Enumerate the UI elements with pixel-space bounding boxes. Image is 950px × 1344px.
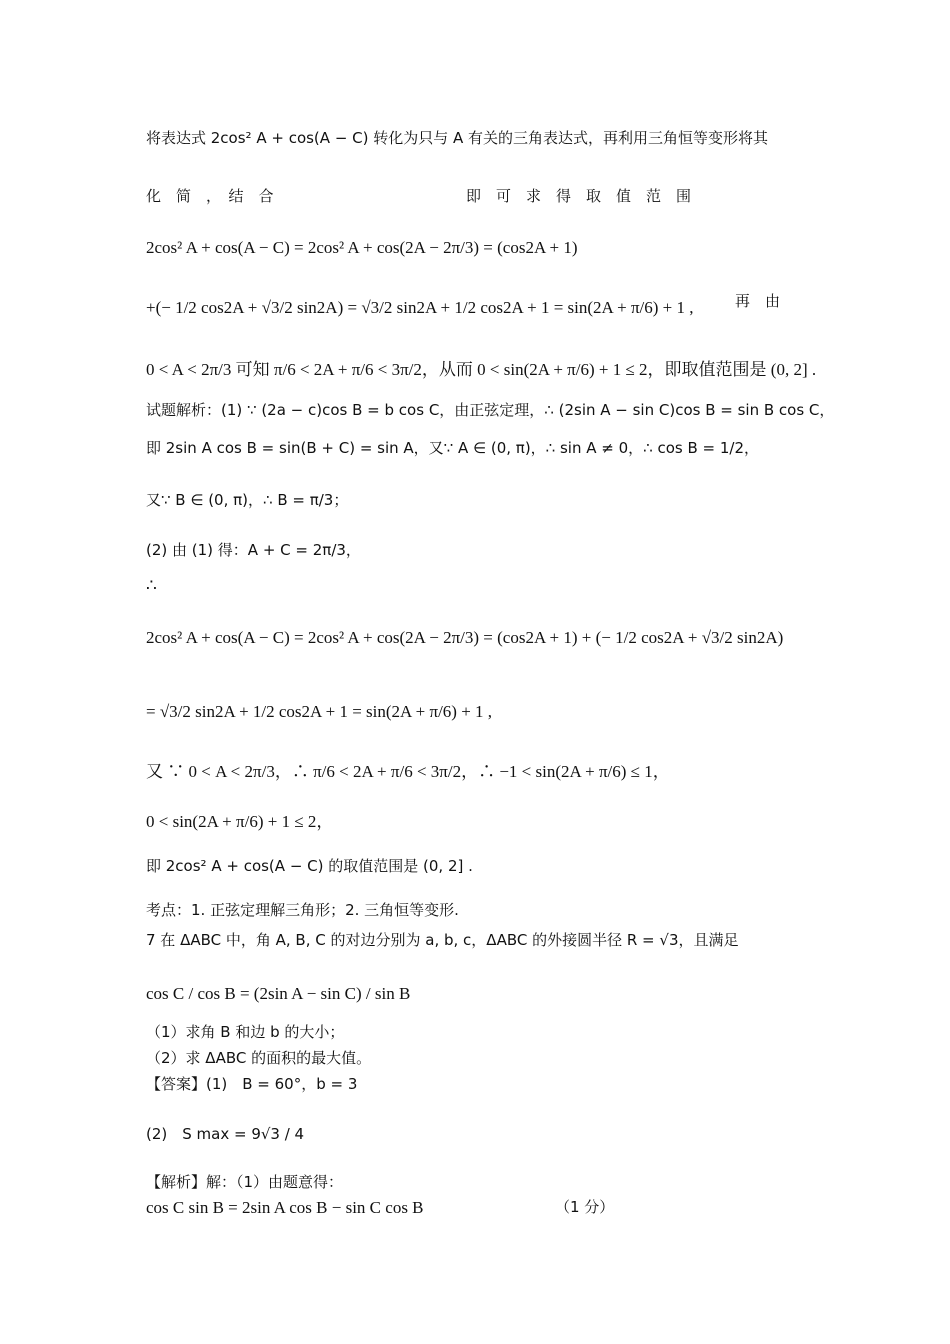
line-21: 【答案】(1) B = 60°，b = 3 <box>146 1075 358 1093</box>
line-15: 即 2cos² A + cos(A − C) 的取值范围是 (0, 2] . <box>146 857 473 875</box>
line-2a: 化 简 ， 结 合 <box>146 187 274 205</box>
line-24b: （1 分） <box>555 1198 615 1216</box>
line-6: 试题解析：(1) ∵ (2a − c)cos B = b cos C，由正弦定理，∴ (2sin A − sin C)cos B = sin B cos C， <box>146 401 835 419</box>
line-5: 0 < A < 2π/3 可知 π/6 < 2A + π/6 < 3π/2，从而 0 < sin(2A + π/6) + 1 ≤ 2，即取值范围是 (0, 2] . <box>146 360 817 379</box>
line-13: 又 ∵ 0 < A < 2π/3，∴ π/6 < 2A + π/6 < 3π/2，∴ −1 < sin(2A + π/6) ≤ 1， <box>146 762 670 781</box>
line-11: 2cos² A + cos(A − C) = 2cos² A + cos(2A − 2π/3) = (cos2A + 1) + (− 1/2 cos2A + √3/2 sin2A) <box>146 628 784 647</box>
line-14: 0 < sin(2A + π/6) + 1 ≤ 2， <box>146 812 334 831</box>
line-12: = √3/2 sin2A + 1/2 cos2A + 1 = sin(2A + π/6) + 1 , <box>146 702 493 721</box>
line-18: cos C / cos B = (2sin A − sin C) / sin B <box>146 984 411 1003</box>
line-7: 即 2sin A cos B = sin(B + C) = sin A，又∵ A ∈ (0, π)，∴ sin A ≠ 0，∴ cos B = 1/2， <box>146 439 760 457</box>
line-19: （1）求角 B 和边 b 的大小； <box>146 1023 345 1041</box>
line-3: 2cos² A + cos(A − C) = 2cos² A + cos(2A − 2π/3) = (cos2A + 1) <box>146 238 578 257</box>
line-4b: 再 由 <box>735 292 781 310</box>
line-10: ∴ <box>146 576 157 595</box>
line-24: cos C sin B = 2sin A cos B − sin C cos B <box>146 1198 424 1217</box>
line-17: 7 在 ΔABC 中，角 A, B, C 的对边分别为 a, b, c，ΔABC 的外接圆半径 R = √3，且满足 <box>146 931 739 949</box>
line-2 <box>146 186 692 206</box>
line-4: +(− 1/2 cos2A + √3/2 sin2A) = √3/2 sin2A + 1/2 cos2A + 1 = sin(2A + π/6) + 1 , <box>146 298 694 317</box>
line-23: 【解析】解：（1）由题意得： <box>146 1173 344 1191</box>
line-1: 将表达式 2cos² A + cos(A − C) 转化为只与 A 有关的三角表达式，再利用三角恒等变形将其 <box>146 129 769 147</box>
line-16: 考点：1. 正弦定理解三角形；2. 三角恒等变形. <box>146 901 459 919</box>
line-2b: 即 可 求 得 取 值 范 围 <box>466 187 692 205</box>
line-20: （2）求 ΔABC 的面积的最大值。 <box>146 1049 372 1067</box>
line-9: (2) 由 (1) 得：A + C = 2π/3， <box>146 541 361 559</box>
line-22: (2) S max = 9√3 / 4 <box>146 1125 305 1143</box>
line-8: 又∵ B ∈ (0, π)，∴ B = π/3； <box>146 491 349 509</box>
